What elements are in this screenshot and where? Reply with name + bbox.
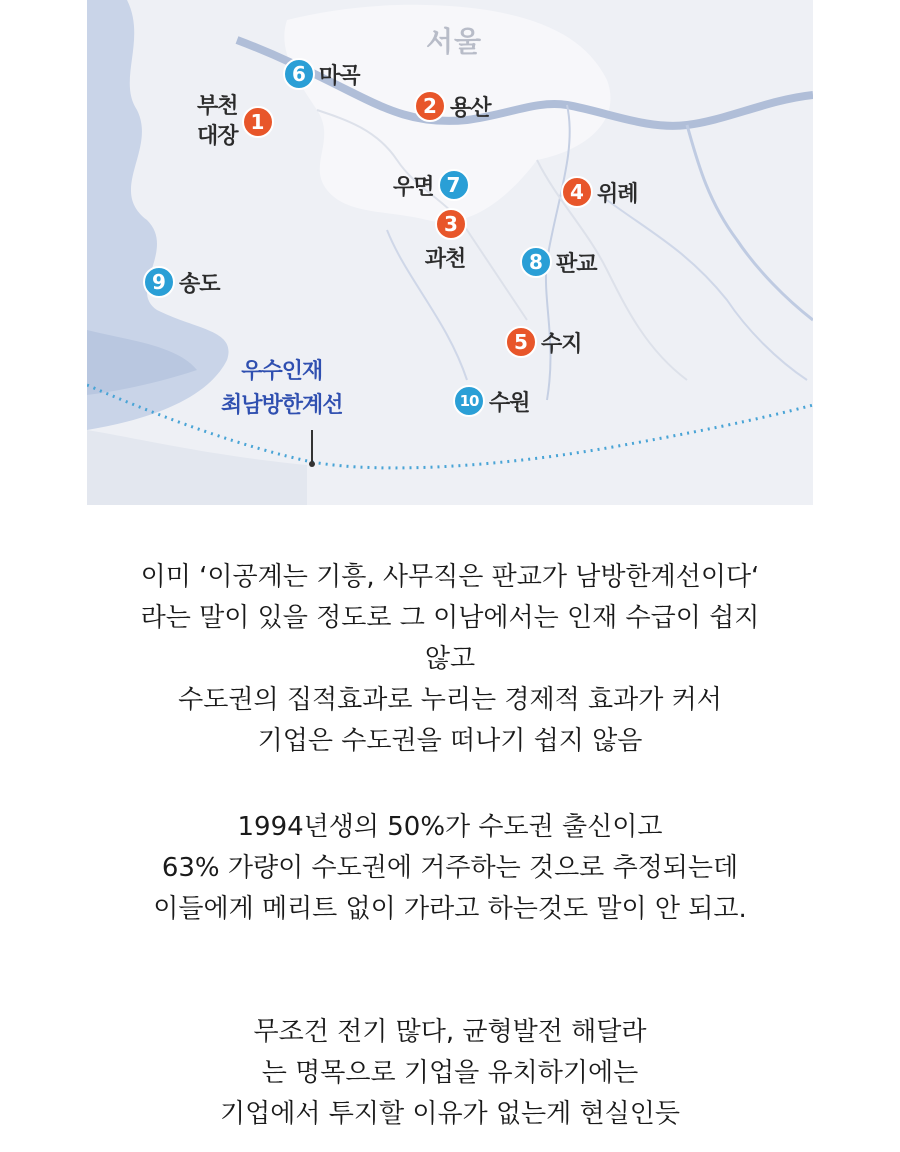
marker-number-4: 4 bbox=[561, 176, 593, 208]
marker-label-8: 판교 bbox=[556, 251, 597, 277]
marker-label-3: 과천 bbox=[424, 247, 466, 272]
paragraph-2-line-1: 1994년생의 50%가 수도권 출신이고 bbox=[237, 812, 663, 842]
paragraph-3-line-2: 는 명목으로 기업을 유치하기에는 bbox=[261, 1058, 639, 1088]
marker-number-3: 3 bbox=[435, 208, 467, 240]
paragraph-3-line-1: 무조건 전기 많다, 균형발전 해달라 bbox=[253, 1017, 647, 1047]
marker-number-1: 1 bbox=[242, 106, 274, 138]
marker-label-4: 위례 bbox=[597, 181, 638, 207]
marker-label-9: 송도 bbox=[179, 271, 220, 297]
map-figure bbox=[87, 0, 813, 505]
marker-number-2: 2 bbox=[414, 90, 446, 122]
marker-label-5: 수지 bbox=[541, 331, 582, 357]
boundary-label-line-1: 우수인재 bbox=[241, 359, 323, 384]
marker-number-10: 10 bbox=[453, 385, 485, 417]
marker-label-6: 마곡 bbox=[319, 63, 360, 89]
map-marker-9 bbox=[143, 266, 220, 298]
paragraph-2-line-3: 이들에게 메리트 없이 가라고 하는것도 말이 안 되고. bbox=[153, 894, 747, 924]
marker-label-7: 우면 bbox=[393, 174, 434, 200]
map-marker-8 bbox=[520, 246, 597, 278]
paragraph-2-line-2: 63% 가량이 수도권에 거주하는 것으로 추정되는데 bbox=[161, 853, 739, 883]
marker-label-1-line-2: 대장 bbox=[197, 124, 238, 149]
marker-number-6: 6 bbox=[283, 58, 315, 90]
paragraph-1-line-5: 기업은 수도권을 떠나기 쉽지 않음 bbox=[257, 726, 643, 756]
marker-label-10: 수원 bbox=[489, 390, 530, 416]
marker-number-8: 8 bbox=[520, 246, 552, 278]
paragraph-3 bbox=[0, 1012, 900, 1135]
marker-number-9: 9 bbox=[143, 266, 175, 298]
paragraph-1-line-1: 이미 ‘이공계는 기흥, 사무직은 판교가 남방한계선이다‘ bbox=[140, 562, 760, 592]
paragraph-1-line-4: 수도권의 집적효과로 누리는 경제적 효과가 커서 bbox=[178, 685, 722, 715]
boundary-label-line-2: 최남방한계선 bbox=[221, 393, 343, 418]
map-marker-10 bbox=[453, 385, 530, 417]
paragraph-1-line-2: 라는 말이 있을 정도로 그 이남에서는 인재 수급이 쉽지 bbox=[140, 603, 760, 633]
seoul-label: 서울 bbox=[426, 25, 483, 58]
map-marker-7 bbox=[393, 169, 470, 201]
map-marker-5 bbox=[505, 326, 582, 358]
paragraph-3-line-3: 기업에서 투지할 이유가 없는게 현실인듯 bbox=[219, 1099, 681, 1129]
map-marker-3 bbox=[424, 208, 467, 273]
marker-label-1-line-1: 부천 bbox=[197, 94, 238, 119]
marker-number-7: 7 bbox=[438, 169, 470, 201]
boundary-label bbox=[221, 355, 343, 423]
paragraph-1-line-3: 않고 bbox=[424, 644, 476, 674]
marker-number-5: 5 bbox=[505, 326, 537, 358]
paragraph-1 bbox=[0, 557, 900, 762]
map-marker-6 bbox=[283, 58, 360, 90]
map-marker-4 bbox=[561, 176, 638, 208]
paragraph-2 bbox=[0, 807, 900, 930]
marker-label-1 bbox=[197, 92, 238, 152]
map-marker-2 bbox=[414, 90, 491, 122]
map-marker-1 bbox=[197, 92, 274, 152]
marker-label-2: 용산 bbox=[450, 95, 491, 121]
